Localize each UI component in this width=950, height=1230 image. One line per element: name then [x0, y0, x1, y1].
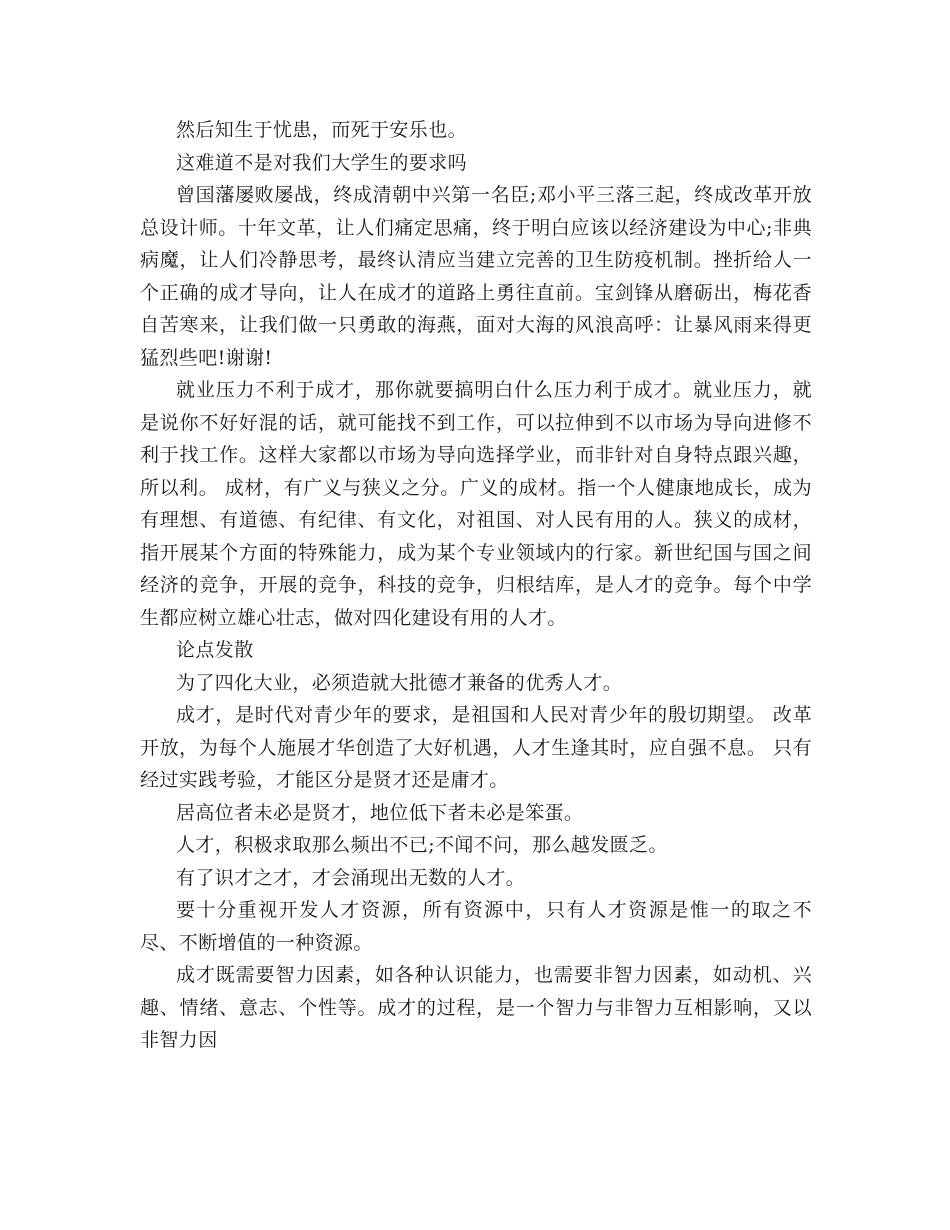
paragraph: 为了四化大业，必须造就大批德才兼备的优秀人才。 — [176, 671, 623, 694]
section-heading: 论点发散 — [176, 639, 254, 661]
paragraph: 居高位者未必是贤才，地位低下者未必是笨蛋。 — [176, 801, 584, 824]
paragraph: 成才，是时代对青少年的要求，是祖国和人民对青少年的殷切期望。 改革开放，为每个人施展才华创造了大好机遇，人才生逢其时，应自强不息。 只有经过实践考验，才能区分是贤才还是庸才。 — [140, 704, 812, 791]
paragraph: 人才，积极求取那么频出不已;不闻不问，那么越发匮乏。 — [176, 834, 668, 856]
paragraph: 这难道不是对我们大学生的要求吗 — [176, 151, 468, 174]
paragraph: 曾国藩屡败屡战，终成清朝中兴第一名臣;邓小平三落三起，终成改革开放总设计师。十年文革，让人们痛定思痛，终于明白应该以经济建设为中心;非典病魔，让人们冷静思考，最终认清应当建立完善的卫生防疫机制。挫折给人一个正确的成才导向，让人在成才的道路上勇往直前。宝剑锋从磨砺出，梅花香自苦寒来，让我们做一只勇敢的海燕，面对大海的风浪高呼：让暴风雨来得更猛烈些吧!谢谢! — [140, 184, 812, 369]
document-body — [140, 114, 812, 1057]
paragraph: 就业压力不利于成才，那你就要搞明白什么压力利于成才。就业压力，就是说你不好好混的话，就可能找不到工作，可以拉伸到不以市场为导向进修不利于找工作。这样大家都以市场为导向选择学业，而非针对自身特点跟兴趣，所以利。 成材，有广义与狭义之分。广义的成材。指一个人健康地成长，成为有理想、有道德、有纪律、有文化，对祖国、对人民有用的人。狭义的成材，指开展某个方面的特殊能力，成为某个专业领域内的行家。新世纪国与国之间经济的竞争，开展的竞争，科技的竞争，归根结库，是人才的竞争。每个中学生都应树立雄心壮志，做对四化建设有用的人才。 — [140, 379, 812, 629]
paragraph: 然后知生于忧患，而死于安乐也。 — [176, 119, 468, 141]
paragraph: 成才既需要智力因素，如各种认识能力，也需要非智力因素，如动机、兴趣、情绪、意志、个性等。成才的过程，是一个智力与非智力互相影响，又以非智力因 — [140, 964, 812, 1051]
paragraph: 有了识才之才，才会涌现出无数的人才。 — [176, 866, 526, 889]
paragraph: 要十分重视开发人才资源，所有资源中，只有人才资源是惟一的取之不尽、不断增值的一种资源。 — [140, 899, 812, 954]
